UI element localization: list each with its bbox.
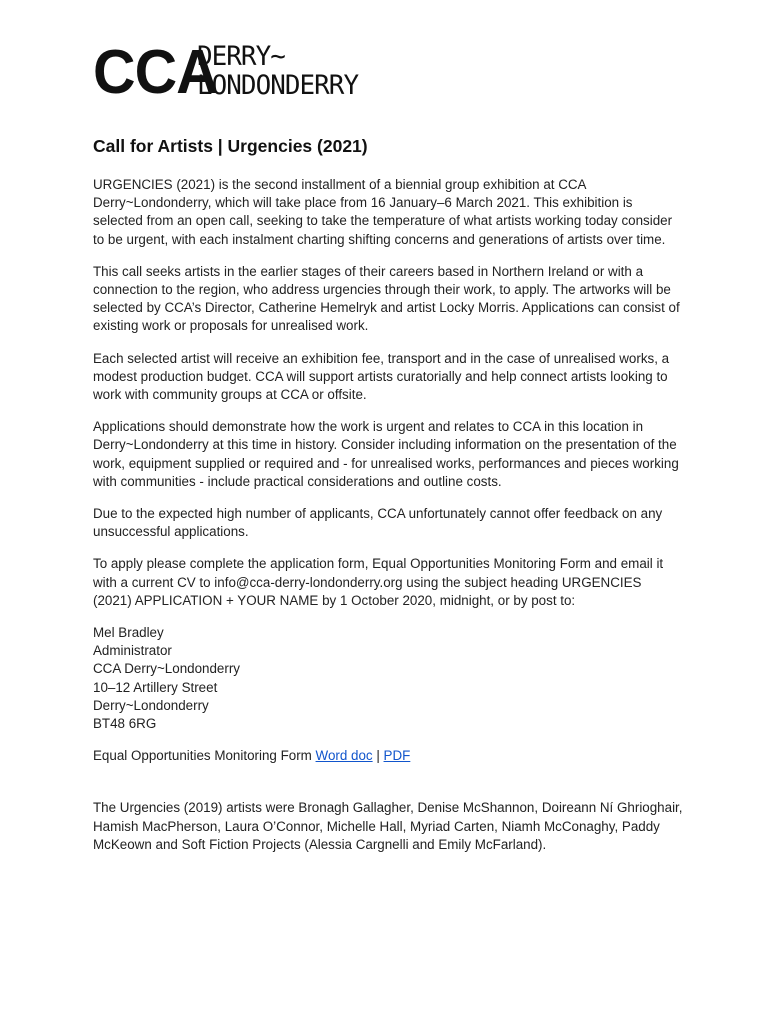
paragraph-eligibility: This call seeks artists in the earlier stages of their careers based in Northern Ireland or with a connection to the region, who address urgencies through their work, to apply. The artworks will be selected by CCA’s Director, Catherine Hemelryk and artist Locky Morris. Applications can consist of existing work or proposals for unrealised work. [93, 263, 680, 334]
logo-line-2: LONDONDERRY [197, 70, 359, 101]
paragraph-requirements: Applications should demonstrate how the work is urgent and relates to CCA in this location in Derry~Londonderry at this time in history. Consider including information on the presentation of the work, equipment supplied or required and - for unrealised works, performances and pieces working with communities - include practical considerations and outline costs. [93, 419, 679, 489]
logo-place-name [197, 42, 365, 100]
address-line: BT48 6RG [93, 716, 157, 732]
paragraph-support: Each selected artist will receive an exhibition fee, transport and in the case of unrealised works, a modest production budget. CCA will support artists curatorially and help connect artists looking to work with community groups at CCA or offsite. [93, 350, 670, 403]
spacer [93, 779, 683, 799]
address-line: CCA Derry~Londonderry [93, 661, 240, 677]
paragraph-intro: URGENCIES (2021) is the second installment of a biennial group exhibition at CCA Derry~Londonderry, which will take place from 16 January–6 March 2021. This exhibition is selected from an open call, seeking to take the temperature of what artists working today consider to be urgent, with each instalment charting shifting concerns and generations of artists over time. [93, 177, 673, 247]
address-line: Mel Bradley [93, 625, 164, 641]
paragraph-how-to-apply: To apply please complete the application form, Equal Opportunities Monitoring Form and email it with a current CV to info@cca-derry-londonderry.org using the subject heading URGENCIES (2021) APPLICATION + YOUR NAME by 1 October 2020, midnight, or by post to: [93, 556, 664, 608]
pdf-link[interactable]: PDF [383, 748, 411, 764]
address-line: Derry~Londonderry [93, 697, 209, 713]
logo-line-1: DERRY~ [197, 41, 285, 72]
paragraph-feedback: Due to the expected high number of applicants, CCA unfortunately cannot offer feedback on any unsuccessful applications. [93, 506, 663, 540]
address-line: Administrator [93, 643, 172, 659]
paragraph-previous-artists: The Urgencies (2019) artists were Bronagh Gallagher, Denise McShannon, Doireann Ní Ghrioghair, Hamish MacPherson, Laura O’Connor, Michelle Hall, Myriad Carten, Niamh McConaghy, Paddy McKeown and Soft Fiction Projects (Alessia Cargnelli and Emily McFarland). [93, 800, 683, 852]
document-body [93, 134, 683, 868]
word-doc-link[interactable]: Word doc [315, 748, 373, 764]
postal-address [93, 624, 683, 733]
logo-mark: CCA [93, 38, 218, 107]
eo-form-line [93, 747, 683, 765]
cca-logo [93, 38, 365, 107]
address-line: 10–12 Artillery Street [93, 679, 218, 695]
link-separator: | [372, 748, 384, 764]
eo-form-label: Equal Opportunities Monitoring Form [93, 748, 316, 764]
page-title: Call for Artists | Urgencies (2021) [93, 136, 368, 156]
